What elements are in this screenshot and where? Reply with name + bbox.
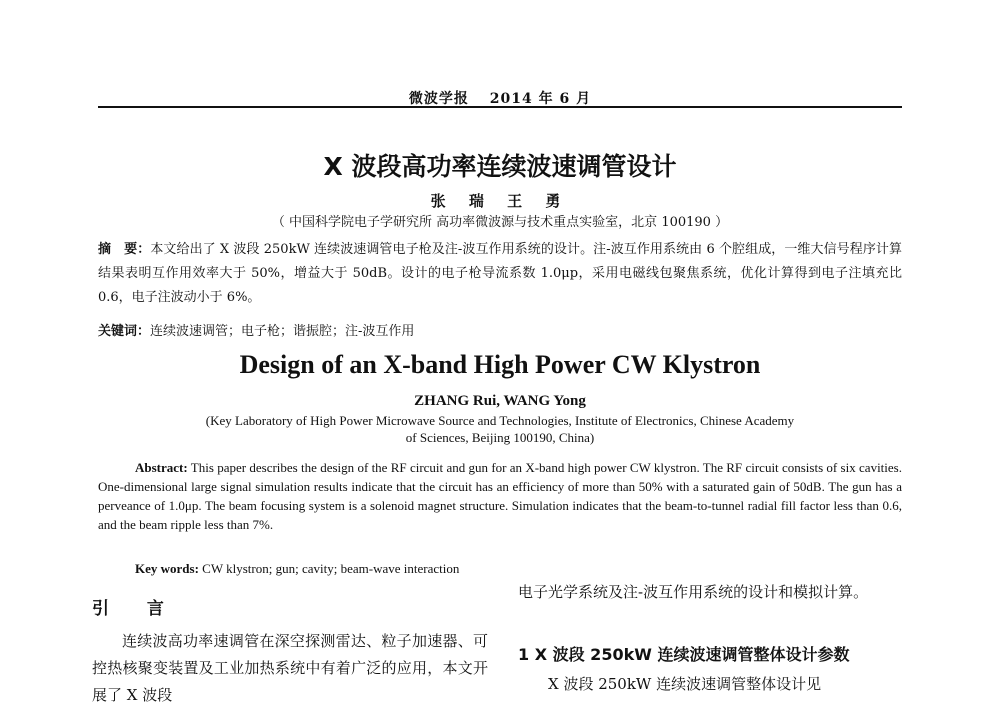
abstract-chinese-label: 摘 要：: [98, 242, 151, 257]
keywords-english-label: Key words:: [135, 561, 199, 576]
keywords-chinese-text: 连续波速调管；电子枪；谐振腔；注-波互作用: [150, 324, 415, 339]
right-column-paragraph: 电子光学系统及注-波互作用系统的设计和模拟计算。: [518, 583, 869, 601]
title-english: Design of an X-band High Power CW Klystron: [239, 350, 761, 379]
keywords-chinese-label: 关键词：: [98, 324, 151, 339]
keywords-english-text: CW klystron; gun; cavity; beam-wave interaction: [198, 561, 460, 576]
authors-english: ZHANG Rui, WANG Yong: [414, 393, 586, 409]
section-heading-introduction: 引 言: [92, 599, 180, 619]
keywords-chinese: [98, 320, 902, 339]
introduction-paragraph: 连续波高功率速调管在深空探测雷达、粒子加速器、可控热核聚变装置及工业加热系统中有着广泛的应用，本文开展了 X 波段: [92, 632, 488, 704]
abstract-english-text: This paper describes the design of the RF circuit and gun for an X-band high power CW klystron. The RF circuit consists of six cavities. One-dimensional large signal simulation results indicate that the circuit has an efficiency of more than 50% with a saturated gain of 50dB. The gun has a perveance of 1.0μp. The beam focusing system is a solenoid magnet structure. Simulation indicates that the beam-to-tunnel radial fill factor less than 0.6, and the beam ripple less than 7%.: [98, 460, 902, 532]
keywords-english: [135, 561, 895, 577]
running-head: 微波学报 2014 年 6 月: [408, 91, 592, 107]
authors-chinese: 张 瑞 王 勇: [430, 192, 570, 210]
abstract-chinese-text: 本文给出了 X 波段 250kW 连续波速调管电子枪及注-波互作用系统的设计。注-波互作用系统由 6 个腔组成，一维大信号程序计算结果表明互作用效率大于 50%，增益大于 50dB。设计的电子枪导流系数 1.0μp，采用电磁线包聚焦系统，优化计算得到电子注填充比 0.6，电子注波动小于 6%。: [98, 242, 902, 305]
abstract-english: [98, 458, 902, 534]
affiliation-english: (Key Laboratory of High Power Microwave Source and Technologies, Institute of Electronics, Chinese Academy of Sciences, Beijing 100190, China): [205, 413, 795, 445]
title-chinese: X 波段高功率连续波速调管设计: [323, 152, 677, 181]
affiliation-chinese: （ 中国科学院电子学研究所 高功率微波源与技术重点实验室，北京 100190 ）: [271, 215, 729, 230]
abstract-english-label: Abstract:: [135, 460, 188, 475]
section-1-paragraph: X 波段 250kW 连续波速调管整体设计见: [548, 675, 822, 693]
abstract-chinese: [98, 238, 902, 310]
section-heading-1: 1 X 波段 250kW 连续波速调管整体设计参数: [518, 645, 850, 664]
header-rule: [98, 106, 902, 108]
